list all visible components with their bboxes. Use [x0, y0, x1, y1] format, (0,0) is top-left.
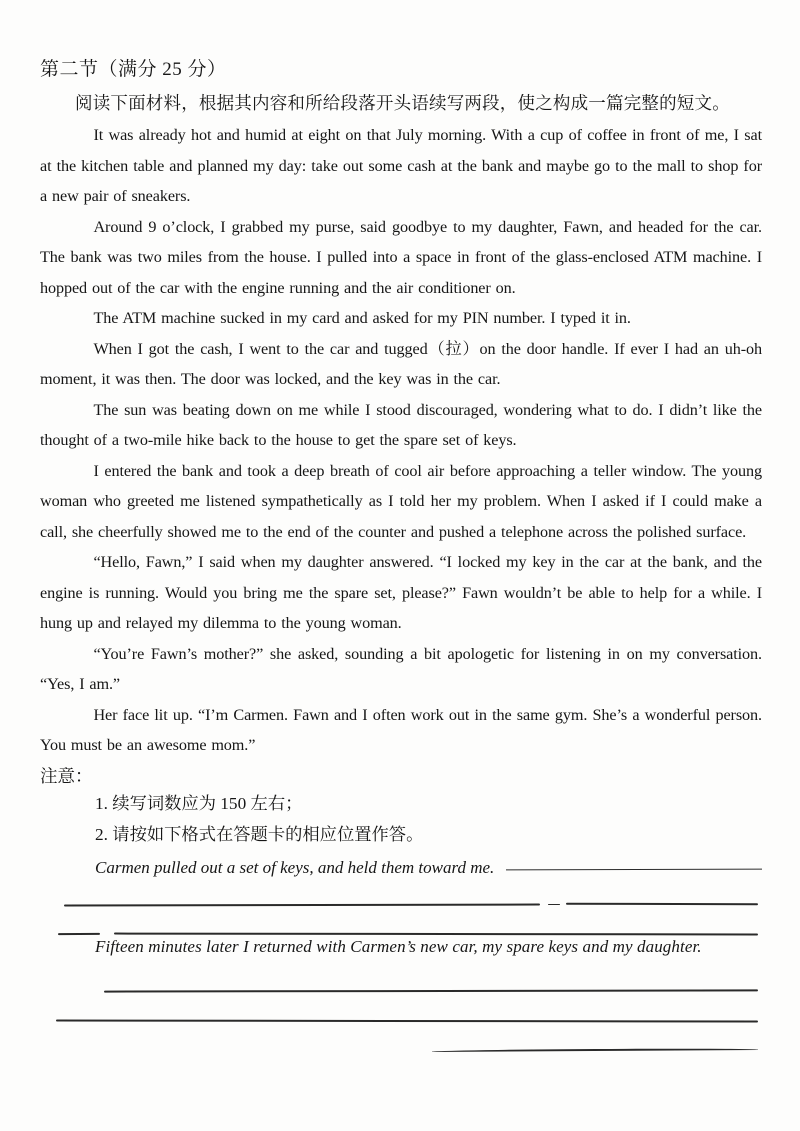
answer-line-fragment [548, 904, 560, 906]
answer-line-partial [432, 1048, 758, 1052]
answer-line [566, 902, 758, 905]
story-paragraph-4: When I got the cash, I went to the car and tugged（拉）on the door handle. If ever I had an uh-oh moment, it was then. The door was locked, and the key was in the car. [40, 339, 762, 388]
story-paragraph-5: The sun was beating down on me while I stood discouraged, wondering what to do. I didn’t like the thought of a two-mile hike back to the house to get the spare set of keys. [40, 400, 762, 449]
answer-line [104, 989, 758, 992]
story-paragraph-2: Around 9 o’clock, I grabbed my purse, said goodbye to my daughter, Fawn, and headed for the car. The bank was two miles from the house. I pulled into a space in front of the glass-enclosed ATM machine. I hopped out of the car with the engine running and the air conditioner on. [40, 217, 762, 297]
opening-sentence-1: Carmen pulled out a set of keys, and held them toward me. [95, 857, 495, 877]
answer-underline [506, 868, 762, 870]
answer-line [64, 903, 540, 906]
story-paragraph-1: It was already hot and humid at eight on that July morning. With a cup of coffee in front of me, I sat at the kitchen table and planned my day: take out some cash at the bank and maybe go to the mall to shop for a new pair of sneakers. [40, 126, 762, 205]
opening-sentence-2: Fifteen minutes later I returned with Carmen’s new car, my spare keys and my daughter. [95, 936, 702, 956]
section-heading: 第二节（满分 25 分） [40, 59, 227, 80]
story-paragraph-8: “You’re Fawn’s mother?” she asked, sounding a bit apologetic for listening in on my conversation. “Yes, I am.” [40, 644, 762, 693]
note-item-2: 2. 请按如下格式在答题卡的相应位置作答。 [95, 824, 424, 844]
note-item-1: 1. 续写词数应为 150 左右； [95, 793, 303, 813]
story-paragraph-7: “Hello, Fawn,” I said when my daughter answered. “I locked my key in the car at the bank, and the engine is running. Would you bring me the spare set, please?” Fawn wouldn’t be able to help for a while. I hung up and relayed my dilemma to the young woman. [40, 553, 762, 632]
answer-line [56, 1019, 758, 1022]
story-paragraph-9: Her face lit up. “I’m Carmen. Fawn and I often work out in the same gym. She’s a wonderful person. You must be an awesome mom.” [40, 705, 762, 754]
answer-lines-area [40, 883, 762, 1088]
answer-line [114, 932, 758, 935]
task-instruction: 阅读下面材料，根据其内容和所给段落开头语续写两段，使之构成一篇完整的短文。 [75, 93, 730, 113]
story-paragraph-3: The ATM machine sucked in my card and asked for my PIN number. I typed it in. [93, 309, 631, 327]
answer-line-fragment [58, 932, 100, 934]
opening-sentence-1-row [95, 853, 762, 883]
notes-label: 注意： [40, 765, 93, 786]
story-paragraph-6: I entered the bank and took a deep breath of cool air before approaching a teller window. The young woman who greeted me listened sympathetically as I told her my problem. When I asked if I could make a call, she cheerfully showed me to the end of the counter and pushed a telephone across the polished surface. [40, 461, 762, 541]
